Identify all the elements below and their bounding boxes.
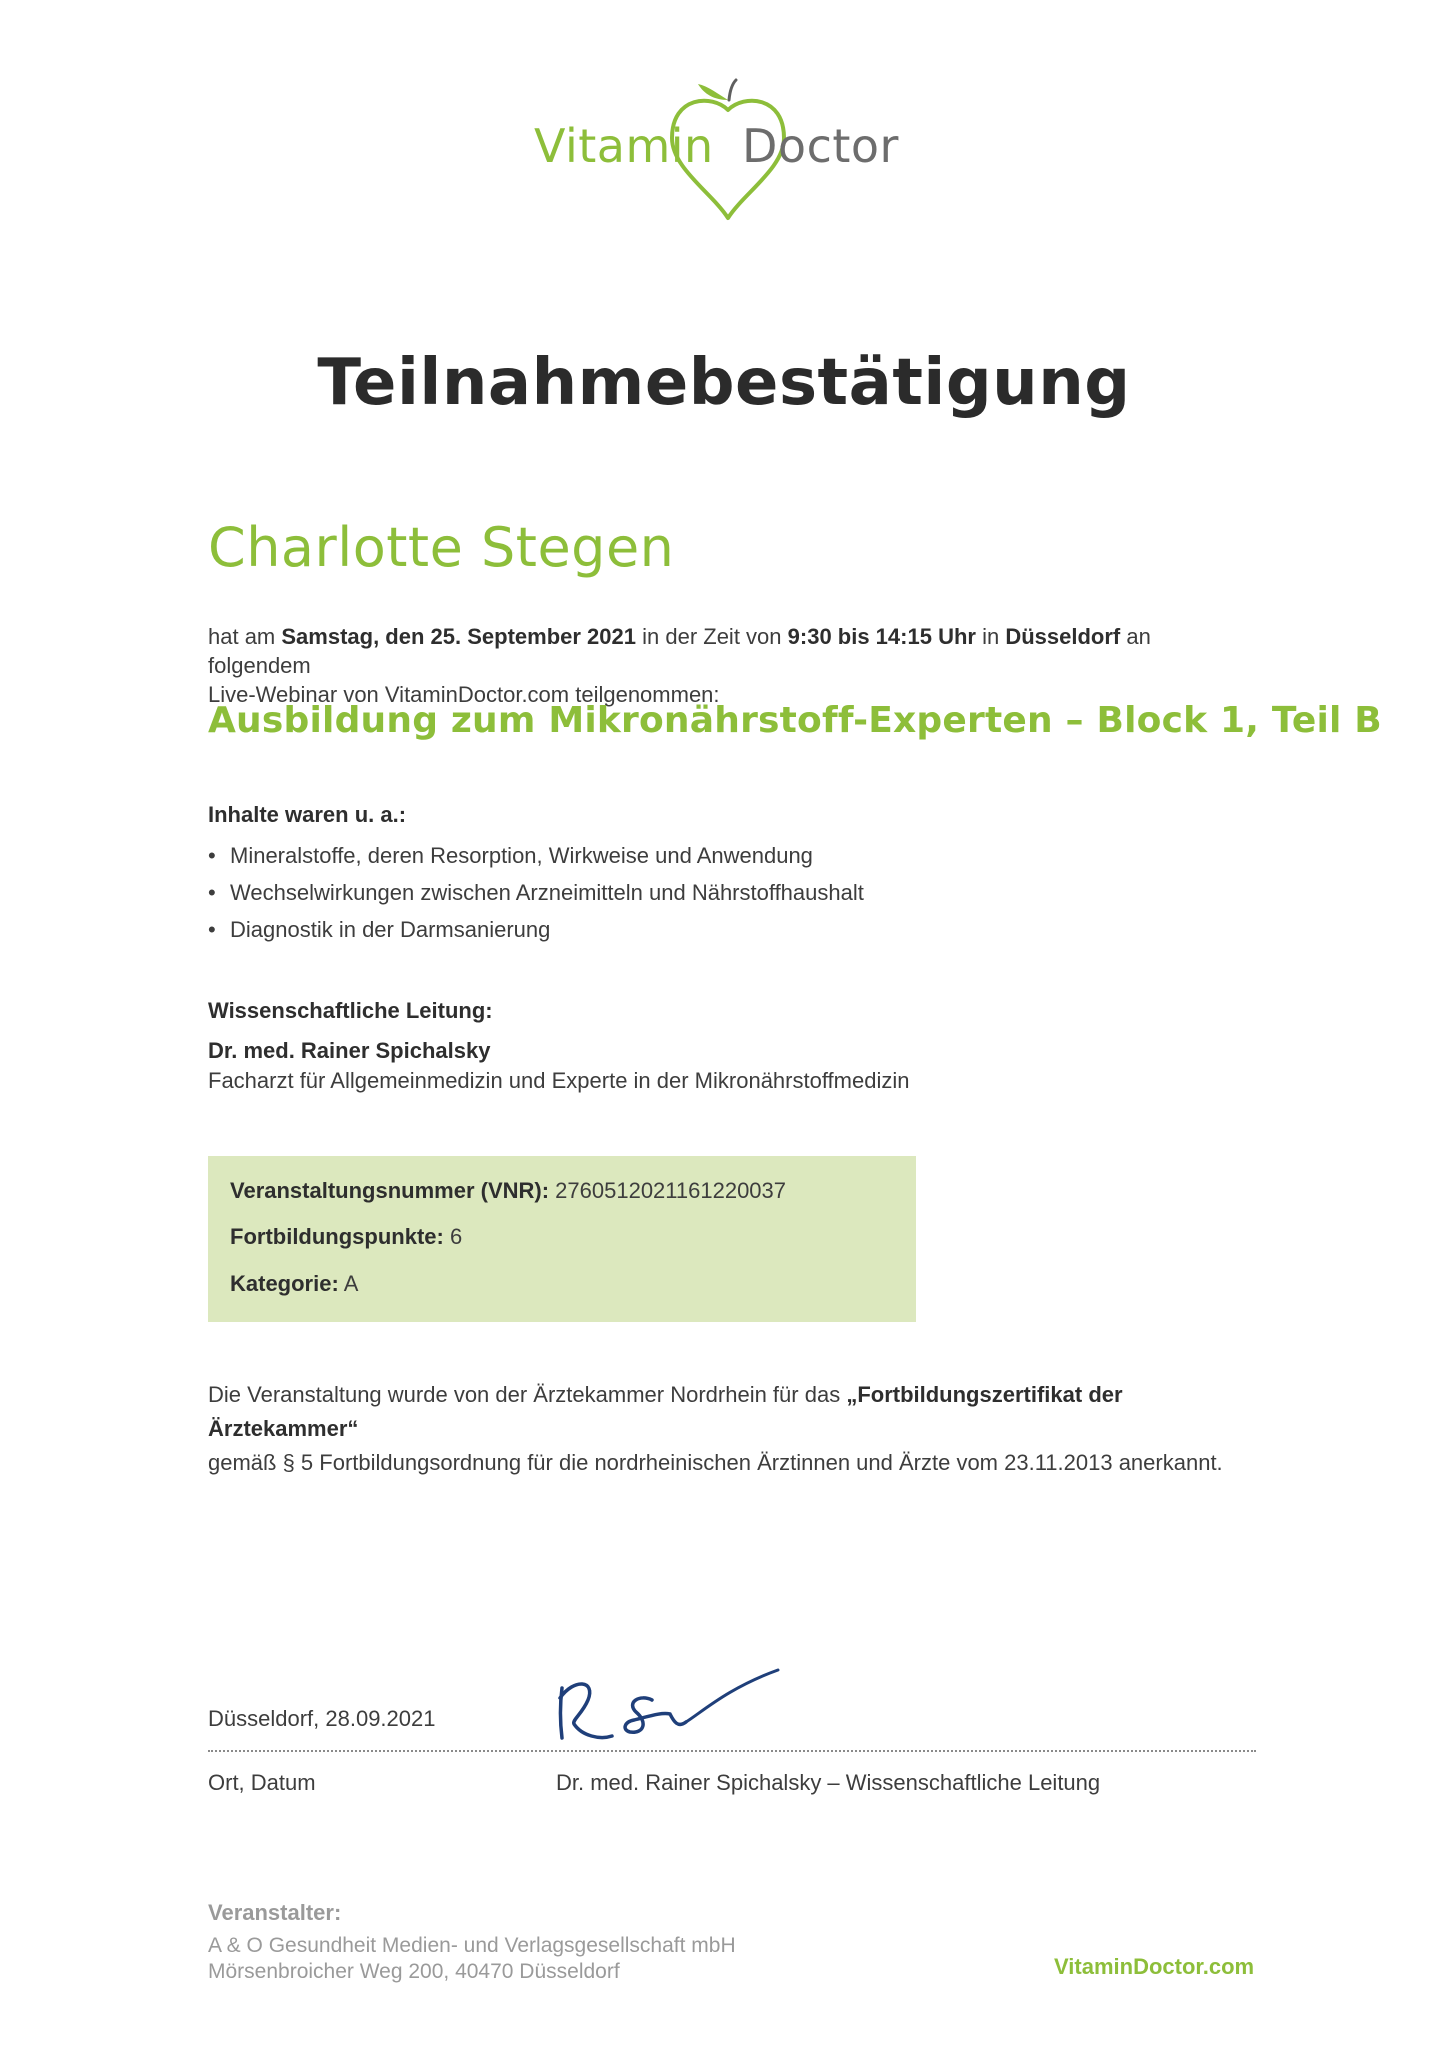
- contents-heading: Inhalte waren u. a.:: [208, 802, 407, 827]
- recognition-text: Die Veranstaltung wurde von der Ärztekammer Nordrhein für das: [208, 1382, 847, 1407]
- points-label: Fortbildungspunkte:: [230, 1224, 444, 1249]
- intro-text: in: [975, 624, 1006, 649]
- points-line: [230, 1222, 462, 1251]
- organizer-address: Mörsenbroicher Weg 200, 40470 Düsseldorf: [208, 1960, 620, 1983]
- place-date: Düsseldorf, 28.09.2021: [208, 1706, 436, 1731]
- points-value: 6: [443, 1224, 463, 1249]
- organizer-name: A & O Gesundheit Medien- und Verlagsgesellschaft mbH: [208, 1934, 736, 1957]
- apple-heart-icon: [532, 78, 928, 228]
- course-title: Ausbildung zum Mikronährstoff-Experten – Block 1, Teil B: [208, 700, 1382, 741]
- recognition-paragraph: [208, 1378, 1268, 1480]
- signature: [552, 1664, 784, 1750]
- website-link[interactable]: VitaminDoctor.com: [1054, 1954, 1255, 1979]
- list-item: [208, 874, 864, 911]
- participant-name: Charlotte Stegen: [208, 516, 675, 579]
- event-date: Samstag, den 25. September 2021: [281, 624, 636, 649]
- event-city: Düsseldorf: [1005, 624, 1121, 649]
- intro-text: in der Zeit von: [636, 624, 788, 649]
- place-date-label: Ort, Datum: [208, 1770, 316, 1795]
- organizer-heading: Veranstalter:: [208, 1900, 342, 1925]
- recognition-line-2: gemäß § 5 Fortbildungsordnung für die nordrheinischen Ärztinnen und Ärzte vom 23.11.2013 anerkannt.: [208, 1450, 1223, 1475]
- category-value: A: [338, 1271, 359, 1296]
- category-label: Kategorie:: [230, 1271, 339, 1296]
- scientific-lead-name: Dr. med. Rainer Spichalsky: [208, 1038, 491, 1063]
- recognition-certificate: „Fortbildungszertifikat der Ärztekammer“: [208, 1382, 1123, 1441]
- list-item-text: Mineralstoffe, deren Resorption, Wirkweise und Anwendung: [230, 843, 813, 868]
- logo-text-doctor: Doctor: [742, 119, 899, 173]
- signer-label: Dr. med. Rainer Spichalsky – Wissenschaftliche Leitung: [556, 1770, 1101, 1795]
- handwritten-signature-icon: [552, 1664, 784, 1750]
- scientific-lead-heading: Wissenschaftliche Leitung:: [208, 998, 493, 1023]
- list-item: [208, 837, 864, 874]
- intro-text: an folgendem: [208, 624, 1151, 678]
- list-item: [208, 911, 864, 948]
- bullet-icon: •: [208, 880, 216, 905]
- signature-divider: [208, 1750, 1256, 1752]
- page-title: Teilnahmebestätigung: [317, 346, 1131, 420]
- vnr-line: [230, 1176, 786, 1205]
- bullet-icon: •: [208, 917, 216, 942]
- intro-text: hat am: [208, 624, 282, 649]
- event-info-box: [208, 1156, 916, 1322]
- vnr-label: Veranstaltungsnummer (VNR):: [230, 1178, 550, 1203]
- contents-list: [208, 837, 864, 948]
- list-item-text: Wechselwirkungen zwischen Arzneimitteln und Nährstoffhaushalt: [230, 880, 864, 905]
- intro-line-2: Live-Webinar von VitaminDoctor.com teilgenommen:: [208, 682, 720, 707]
- list-item-text: Diagnostik in der Darmsanierung: [230, 917, 551, 942]
- vnr-value: 2760512021161220037: [549, 1178, 787, 1203]
- bullet-icon: •: [208, 843, 216, 868]
- vitamindoctor-logo: [532, 78, 928, 228]
- logo-text-vitamin: Vitamin: [534, 119, 714, 173]
- scientific-lead-description: Facharzt für Allgemeinmedizin und Experte in der Mikronährstoffmedizin: [208, 1068, 910, 1093]
- event-time: 9:30 bis 14:15 Uhr: [787, 624, 976, 649]
- category-line: [230, 1269, 358, 1298]
- intro-paragraph: [208, 622, 1248, 709]
